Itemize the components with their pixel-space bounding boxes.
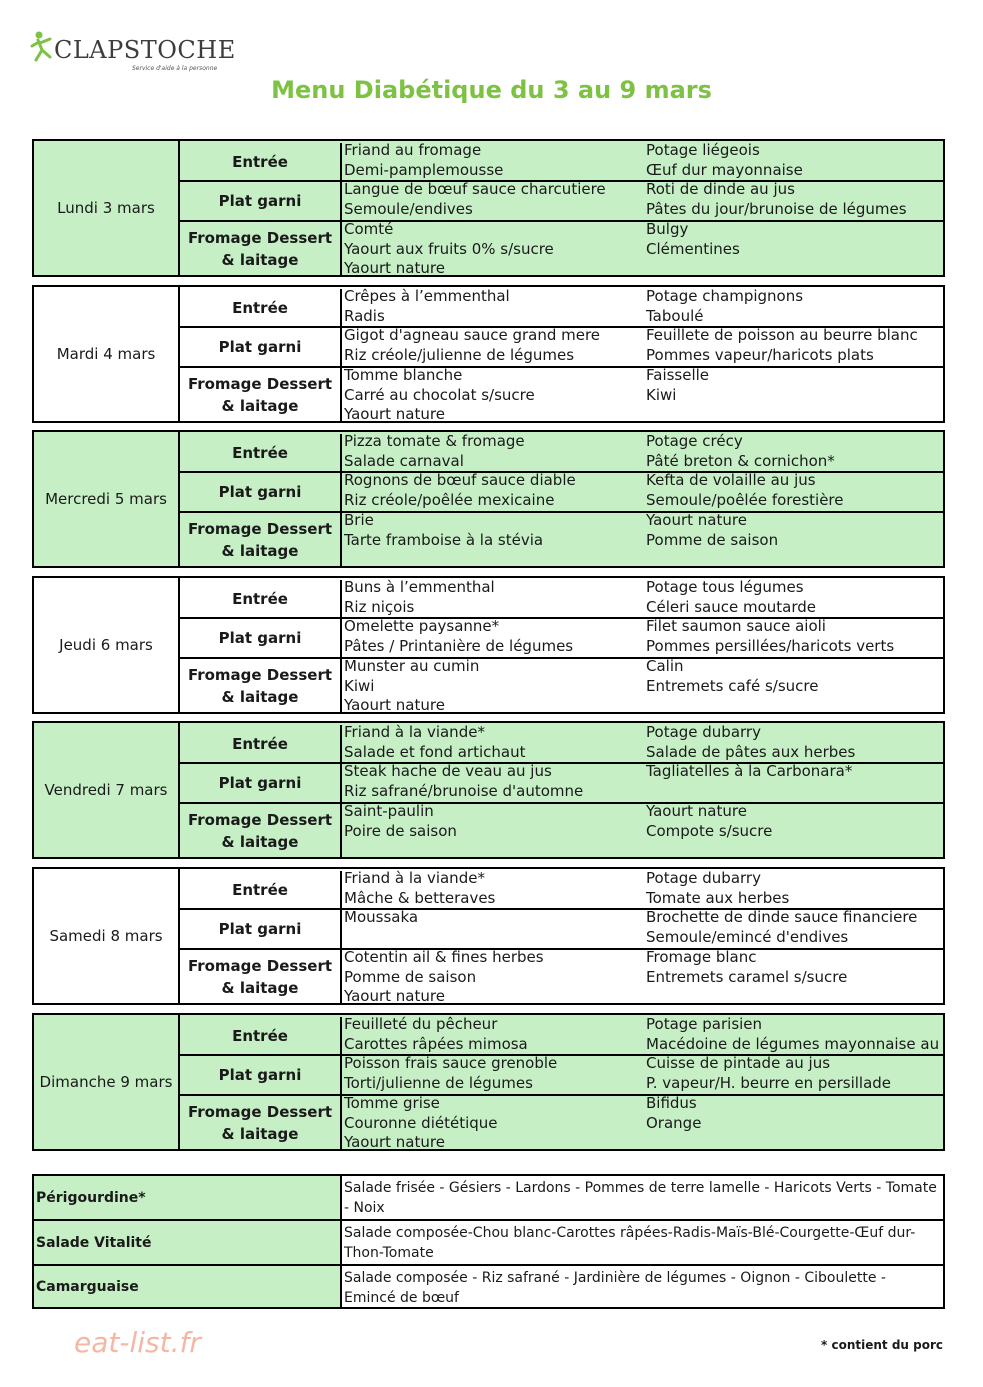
dish-item: Pomme de saison	[344, 967, 477, 986]
day-name: Lundi 3 mars	[34, 141, 180, 275]
footer-site: eat-list.fr	[74, 1326, 201, 1359]
dish-item: Kiwi	[646, 385, 677, 404]
dish-item: Riz créole/poêlée mexicaine	[344, 490, 555, 509]
dish-item: Yaourt nature	[344, 1133, 445, 1151]
salad-description: Salade composée - Riz safrané - Jardinière de légumes - Oignon - Ciboulette - Emincé de bœuf	[344, 1270, 886, 1306]
dish-list	[646, 1015, 939, 1054]
course-row	[180, 1017, 943, 1056]
dish-list	[646, 141, 803, 180]
dish-list	[646, 762, 852, 782]
course-label: Plat garni	[180, 1056, 342, 1094]
dish-item: Radis	[344, 306, 385, 325]
course-label: Plat garni	[180, 182, 342, 220]
dish-item: Friand à la viande*	[344, 869, 485, 887]
clapstoche-logo	[30, 28, 245, 76]
page-title: Menu Diabétique du 3 au 9 mars	[271, 76, 712, 104]
day-name: Samedi 8 mars	[34, 869, 180, 1003]
dish-item: Bifidus	[646, 1094, 697, 1112]
day-block	[32, 285, 945, 423]
dish-item: Potage dubarry	[646, 869, 761, 887]
dish-item: Omelette paysanne*	[344, 617, 500, 635]
logo-name: CLAPSTOCHE	[54, 36, 236, 64]
salad-row	[34, 1266, 943, 1307]
dish-list	[344, 948, 544, 1007]
dish-item: Clémentines	[646, 239, 740, 258]
dish-list	[646, 1094, 701, 1133]
dish-list	[344, 511, 543, 550]
course-label: Plat garni	[180, 619, 342, 657]
dish-item: Tagliatelles à la Carbonara*	[646, 762, 853, 780]
course-row	[180, 1056, 943, 1096]
course-label: Fromage Dessert & laitage	[180, 222, 342, 275]
dish-item: Gigot d'agneau sauce grand mere	[344, 326, 601, 344]
dish-item: Munster au cumin	[344, 657, 480, 675]
dish-list	[646, 180, 907, 219]
dish-list	[344, 366, 535, 425]
dish-item: Carottes râpées mimosa	[344, 1034, 528, 1053]
dish-item: Compote s/sucre	[646, 821, 773, 840]
course-label: Entrée	[180, 580, 342, 617]
dish-list	[646, 657, 818, 696]
dish-list	[344, 578, 495, 617]
dish-item: Pommes vapeur/haricots plats	[646, 345, 874, 364]
dish-list	[344, 220, 554, 279]
dish-list	[344, 141, 503, 180]
dish-item: Brochette de dinde sauce financiere	[646, 908, 918, 926]
dish-item: Demi-pamplemousse	[344, 160, 504, 179]
dish-item: Feuilleté du pêcheur	[344, 1015, 498, 1033]
dish-item: Riz créole/julienne de légumes	[344, 345, 575, 364]
course-label: Fromage Dessert & laitage	[180, 659, 342, 712]
dish-item: Pommes persillées/haricots verts	[646, 636, 895, 655]
course-row	[180, 289, 943, 328]
footer-note: * contient du porc	[821, 1338, 943, 1352]
dish-list	[646, 326, 918, 365]
dish-item: Salade carnaval	[344, 451, 464, 470]
dish-item: Cotentin ail & fines herbes	[344, 948, 544, 966]
dish-item: Yaourt nature	[344, 696, 445, 714]
dish-item: Pâtes / Printanière de légumes	[344, 636, 574, 655]
dish-item: Potage crécy	[646, 432, 743, 450]
dish-item: Pâté breton & cornichon*	[646, 451, 835, 470]
dish-item: Salade de pâtes aux herbes	[646, 742, 856, 761]
course-row	[180, 143, 943, 182]
course-row	[180, 328, 943, 368]
dish-item: Semoule/endives	[344, 199, 473, 218]
dish-item: Kiwi	[344, 676, 375, 695]
day-block	[32, 576, 945, 714]
dish-item: Céleri sauce moutarde	[646, 597, 816, 616]
dish-item: Fromage blanc	[646, 948, 757, 966]
dish-item: Potage dubarry	[646, 723, 761, 741]
course-label: Entrée	[180, 1017, 342, 1054]
salad-row	[34, 1176, 943, 1221]
dish-item: Semoule/emincé d'endives	[646, 927, 849, 946]
course-label: Entrée	[180, 143, 342, 180]
dish-item: Saint-paulin	[344, 802, 434, 820]
day-name: Dimanche 9 mars	[34, 1015, 180, 1149]
course-label: Entrée	[180, 289, 342, 326]
dish-item: Poisson frais sauce grenoble	[344, 1054, 558, 1072]
running-person-icon	[30, 30, 56, 66]
dish-list	[646, 366, 709, 405]
day-name: Mercredi 5 mars	[34, 432, 180, 566]
dish-list	[646, 723, 855, 762]
dish-item: Yaourt nature	[646, 802, 747, 820]
dish-item: Steak hache de veau au jus	[344, 762, 552, 780]
day-name: Jeudi 6 mars	[34, 578, 180, 712]
dish-item: Brie	[344, 511, 374, 529]
course-row	[180, 368, 943, 421]
dish-item: Riz safrané/brunoise d'automne	[344, 781, 584, 800]
dish-item: Pâtes du jour/brunoise de légumes	[646, 199, 907, 218]
salad-name: Camarguaise	[34, 1266, 342, 1307]
course-row	[180, 910, 943, 950]
dish-item: Tomme grise	[344, 1094, 440, 1112]
dish-item: Cuisse de pintade au jus	[646, 1054, 831, 1072]
dish-list	[646, 471, 844, 510]
course-row	[180, 871, 943, 910]
logo-tagline: Service d'aide à la personne	[132, 65, 218, 72]
course-row	[180, 1096, 943, 1149]
course-row	[180, 580, 943, 619]
course-label: Plat garni	[180, 473, 342, 511]
salad-name: Salade Vitalité	[34, 1221, 342, 1264]
day-block	[32, 721, 945, 859]
dish-item: Potage champignons	[646, 287, 804, 305]
course-row	[180, 434, 943, 473]
dish-list	[646, 802, 772, 841]
dish-item: Bulgy	[646, 220, 689, 238]
dish-item: Semoule/poêlée forestière	[646, 490, 844, 509]
dish-list	[646, 220, 740, 259]
dish-item: Moussaka	[344, 908, 419, 926]
day-block	[32, 1013, 945, 1151]
course-label: Fromage Dessert & laitage	[180, 368, 342, 421]
course-label: Fromage Dessert & laitage	[180, 513, 342, 566]
dish-item: Feuillete de poisson au beurre blanc	[646, 326, 918, 344]
course-row	[180, 659, 943, 712]
dish-list	[344, 1094, 498, 1153]
dish-item: Tomate aux herbes	[646, 888, 790, 907]
dish-list	[646, 511, 778, 550]
dish-item: Yaourt nature	[646, 511, 747, 529]
dish-item: Calin	[646, 657, 684, 675]
dish-list	[344, 617, 573, 656]
dish-item: Kefta de volaille au jus	[646, 471, 816, 489]
dish-list	[646, 432, 835, 471]
dish-item: Yaourt aux fruits 0% s/sucre	[344, 239, 554, 258]
dish-list	[344, 723, 525, 762]
course-label: Plat garni	[180, 764, 342, 802]
salads-table	[32, 1174, 945, 1309]
salad-description: Salade composée-Chou blanc-Carottes râpées-Radis-Maïs-Blé-Courgette-Œuf dur-Thon-Tomate	[344, 1225, 916, 1261]
course-row	[180, 473, 943, 513]
dish-item: Orange	[646, 1113, 702, 1132]
course-row	[180, 513, 943, 566]
dish-item: Tarte framboise à la stévia	[344, 530, 544, 549]
dish-item: Carré au chocolat s/sucre	[344, 385, 535, 404]
dish-item: P. vapeur/H. beurre en persillade	[646, 1073, 892, 1092]
dish-item: Macédoine de légumes mayonnaise au	[646, 1034, 940, 1053]
dish-item: Potage tous légumes	[646, 578, 804, 596]
dish-list	[646, 1054, 891, 1093]
dish-list	[344, 1015, 528, 1054]
salad-row	[34, 1221, 943, 1266]
dish-item: Entremets café s/sucre	[646, 676, 819, 695]
dish-list	[646, 287, 803, 326]
dish-item: Tomme blanche	[344, 366, 463, 384]
dish-list	[646, 578, 816, 617]
day-block	[32, 867, 945, 1005]
course-label: Entrée	[180, 871, 342, 908]
course-label: Fromage Dessert & laitage	[180, 804, 342, 857]
dish-list	[344, 762, 583, 801]
dish-item: Yaourt nature	[344, 987, 445, 1005]
course-label: Plat garni	[180, 910, 342, 948]
course-label: Fromage Dessert & laitage	[180, 1096, 342, 1149]
dish-item: Faisselle	[646, 366, 710, 384]
dish-list	[646, 908, 917, 947]
course-row	[180, 619, 943, 659]
course-label: Fromage Dessert & laitage	[180, 950, 342, 1003]
course-label: Plat garni	[180, 328, 342, 366]
day-block	[32, 139, 945, 277]
course-row	[180, 764, 943, 804]
dish-item: Comté	[344, 220, 394, 238]
dish-item: Œuf dur mayonnaise	[646, 160, 803, 179]
dish-list	[344, 802, 457, 841]
dish-list	[344, 471, 576, 510]
dish-item: Rognons de bœuf sauce diable	[344, 471, 576, 489]
dish-list	[344, 326, 600, 365]
dish-list	[646, 617, 894, 656]
dish-item: Salade et fond artichaut	[344, 742, 526, 761]
day-name: Mardi 4 mars	[34, 287, 180, 421]
dish-item: Potage liégeois	[646, 141, 760, 159]
dish-item: Torti/julienne de légumes	[344, 1073, 533, 1092]
dish-list	[646, 948, 847, 987]
dish-item: Filet saumon sauce aioli	[646, 617, 826, 635]
dish-list	[344, 432, 525, 471]
dish-item: Friand à la viande*	[344, 723, 485, 741]
salad-description: Salade frisée - Gésiers - Lardons - Pommes de terre lamelle - Haricots Verts - Tomate - Noix	[344, 1180, 937, 1216]
dish-item: Pomme de saison	[646, 530, 779, 549]
day-block	[32, 430, 945, 568]
dish-list	[646, 869, 789, 908]
dish-list	[344, 180, 606, 219]
dish-item: Poire de saison	[344, 821, 457, 840]
day-name: Vendredi 7 mars	[34, 723, 180, 857]
dish-item: Couronne diététique	[344, 1113, 498, 1132]
dish-item: Riz niçois	[344, 597, 415, 616]
dish-item: Buns à l’emmenthal	[344, 578, 495, 596]
dish-item: Roti de dinde au jus	[646, 180, 795, 198]
dish-item: Mâche & betteraves	[344, 888, 496, 907]
dish-item: Potage parisien	[646, 1015, 763, 1033]
course-row	[180, 950, 943, 1003]
course-row	[180, 725, 943, 764]
dish-item: Yaourt nature	[344, 259, 445, 277]
dish-item: Taboulé	[646, 306, 704, 325]
dish-item: Friand au fromage	[344, 141, 482, 159]
dish-list	[344, 869, 495, 908]
dish-item: Crêpes à l’emmenthal	[344, 287, 510, 305]
course-label: Entrée	[180, 434, 342, 471]
dish-item: Langue de bœuf sauce charcutiere	[344, 180, 606, 198]
dish-list	[344, 657, 479, 716]
dish-list	[344, 1054, 557, 1093]
course-row	[180, 222, 943, 275]
course-row	[180, 804, 943, 857]
course-row	[180, 182, 943, 222]
dish-item: Entremets caramel s/sucre	[646, 967, 848, 986]
dish-item: Yaourt nature	[344, 405, 445, 423]
dish-list	[344, 908, 418, 928]
course-label: Entrée	[180, 725, 342, 762]
dish-item: Pizza tomate & fromage	[344, 432, 525, 450]
salad-name: Périgourdine*	[34, 1176, 342, 1219]
dish-list	[344, 287, 510, 326]
